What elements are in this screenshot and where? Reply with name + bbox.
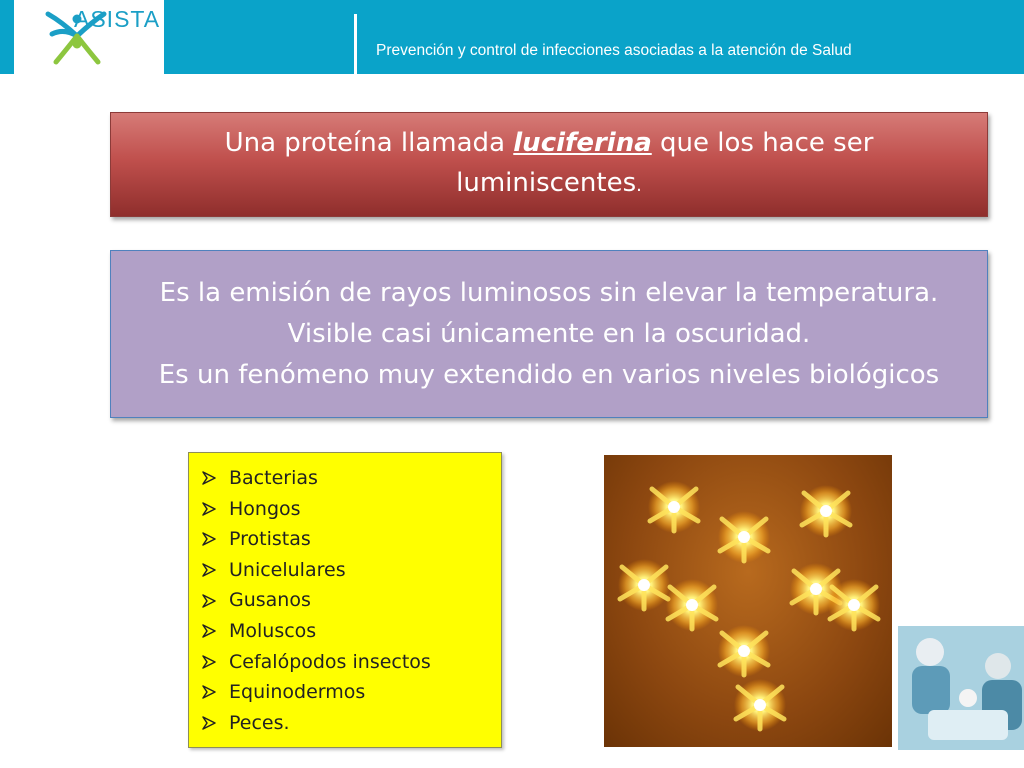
- list-item: [201, 677, 501, 708]
- list-item: [201, 463, 501, 494]
- arrow-bullet-icon: [201, 531, 217, 547]
- arrow-bullet-icon: [201, 501, 217, 517]
- luciferin-keyword: luciferina: [513, 128, 652, 158]
- list-item: [201, 616, 501, 647]
- list-item-label: Gusanos: [229, 589, 311, 612]
- arrow-bullet-icon: [201, 562, 217, 578]
- arrow-bullet-icon: [201, 623, 217, 639]
- luciferin-callout: [110, 112, 988, 217]
- definition-line-2: Visible casi únicamente en la oscuridad.: [287, 318, 811, 349]
- definition-callout: [110, 250, 988, 418]
- luciferin-text-part1: Una proteína llamada: [224, 128, 514, 158]
- list-item-label: Bacterias: [229, 467, 318, 489]
- list-item-label: Cefalópodos insectos: [229, 650, 431, 673]
- list-item: [201, 524, 501, 555]
- surgery-photo: [898, 626, 1024, 750]
- luciferin-text-part2: que los hace ser luminiscentes: [456, 128, 874, 198]
- luciferin-period: .: [636, 175, 642, 196]
- fireflies-photo: [604, 455, 892, 747]
- definition-line-1: Es la emisión de rayos luminosos sin elevar la temperatura.: [159, 277, 939, 308]
- organism-list: [201, 463, 501, 738]
- list-item-label: Peces.: [229, 711, 290, 734]
- list-item-label: Equinodermos: [229, 681, 366, 704]
- list-item-label: Unicelulares: [229, 558, 346, 581]
- header-subtitle: Prevención y control de infecciones asociadas a la atención de Salud: [376, 42, 852, 59]
- definition-line-3: Es un fenómeno muy extendido en varios niveles biológicos: [158, 359, 940, 390]
- arrow-bullet-icon: [201, 684, 217, 700]
- list-item: [201, 708, 501, 739]
- arrow-bullet-icon: [201, 593, 217, 609]
- list-item: [201, 647, 501, 678]
- list-item: [201, 494, 501, 525]
- logo: [14, 0, 164, 74]
- header-divider: [354, 14, 357, 74]
- list-item-label: Moluscos: [229, 619, 317, 642]
- surgery-team-illustration: [898, 626, 1024, 750]
- logo-text: ASISTA: [74, 6, 161, 32]
- organism-list-panel: [188, 452, 502, 748]
- arrow-bullet-icon: [201, 654, 217, 670]
- arrow-bullet-icon: [201, 470, 217, 486]
- arrow-bullet-icon: [201, 715, 217, 731]
- list-item-label: Protistas: [229, 528, 311, 551]
- list-item: [201, 585, 501, 616]
- list-item: [201, 555, 501, 586]
- list-item-label: Hongos: [229, 497, 301, 520]
- fireflies-glow-illustration: [604, 455, 892, 747]
